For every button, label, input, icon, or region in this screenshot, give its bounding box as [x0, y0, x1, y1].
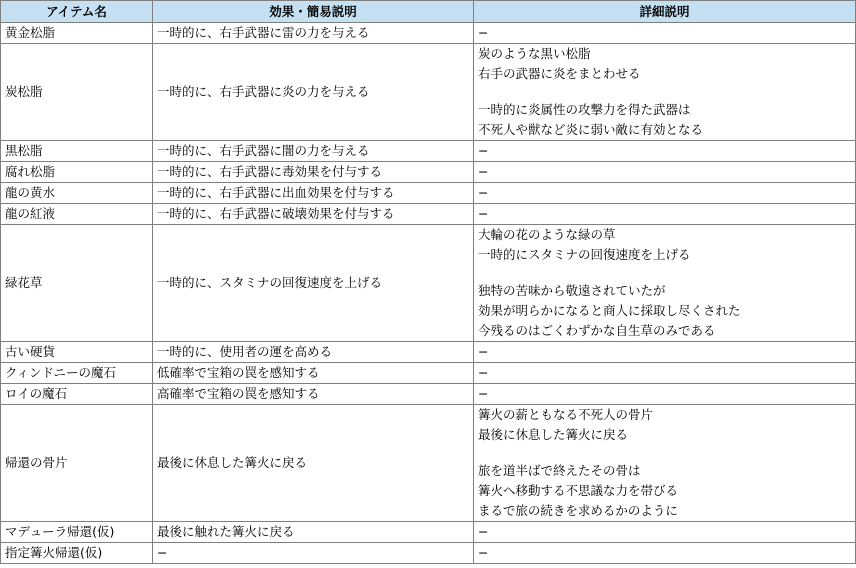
effect-cell: 一時的に、使用者の運を高める	[153, 342, 474, 363]
detail-cell: −	[474, 543, 856, 564]
table-row	[1, 342, 856, 363]
item-name-cell: クィンドニーの魔石	[1, 363, 153, 384]
effect-cell: 一時的に、右手武器に炎の力を与える	[153, 44, 474, 141]
detail-line: まるで旅の続きを求めるかのように	[478, 503, 678, 518]
item-name-cell: 黒松脂	[1, 141, 153, 162]
item-name-cell: 指定篝火帰還(仮)	[1, 543, 153, 564]
table-row	[1, 44, 856, 141]
detail-cell	[474, 405, 856, 522]
detail-line: 大輪の花のような緑の草	[478, 227, 616, 242]
detail-cell: −	[474, 384, 856, 405]
detail-cell: −	[474, 342, 856, 363]
item-name-cell: 龍の黄水	[1, 183, 153, 204]
table-row	[1, 204, 856, 225]
detail-line: 今残るのはごくわずかな自生草のみである	[478, 323, 716, 338]
table-row	[1, 225, 856, 342]
table-row	[1, 363, 856, 384]
detail-line: 旅を道半ばで終えたその骨は	[478, 463, 641, 478]
detail-cell	[474, 44, 856, 141]
detail-cell: −	[474, 204, 856, 225]
detail-line: 不死人や獣など炎に弱い敵に有効となる	[478, 122, 704, 137]
header-detail: 詳細説明	[474, 1, 856, 23]
detail-cell: −	[474, 363, 856, 384]
table-row	[1, 522, 856, 543]
effect-cell: 高確率で宝箱の罠を感知する	[153, 384, 474, 405]
detail-spacer	[478, 445, 855, 461]
detail-cell: −	[474, 522, 856, 543]
item-name-cell: ロイの魔石	[1, 384, 153, 405]
detail-cell: −	[474, 23, 856, 44]
effect-cell: 一時的に、右手武器に闇の力を与える	[153, 141, 474, 162]
item-name-cell: 腐れ松脂	[1, 162, 153, 183]
detail-spacer	[478, 84, 855, 100]
detail-line: 篝火へ移動する不思議な力を帯びる	[478, 483, 679, 498]
detail-cell: −	[474, 183, 856, 204]
table-row	[1, 405, 856, 522]
table-row	[1, 183, 856, 204]
item-name-cell: 緑花草	[1, 225, 153, 342]
detail-line: 一時的にスタミナの回復速度を上げる	[478, 247, 691, 262]
detail-line: 篝火の薪ともなる不死人の骨片	[478, 407, 654, 422]
effect-cell: −	[153, 543, 474, 564]
detail-line: 独特の苦味から敬遠されていたが	[478, 283, 666, 298]
effect-cell: 一時的に、右手武器に毒効果を付与する	[153, 162, 474, 183]
item-name-cell: 龍の紅液	[1, 204, 153, 225]
detail-line: 一時的に炎属性の攻撃力を得た武器は	[478, 102, 691, 117]
effect-cell: 低確率で宝箱の罠を感知する	[153, 363, 474, 384]
detail-line: 最後に休息した篝火に戻る	[478, 427, 629, 442]
header-effect: 効果・簡易説明	[153, 1, 474, 23]
item-name-cell: 帰還の骨片	[1, 405, 153, 522]
effect-cell: 一時的に、右手武器に破壊効果を付与する	[153, 204, 474, 225]
detail-spacer	[478, 265, 855, 281]
effect-cell: 一時的に、右手武器に雷の力を与える	[153, 23, 474, 44]
detail-line: 炭のような黒い松脂	[478, 46, 591, 61]
table-row	[1, 384, 856, 405]
detail-cell: −	[474, 141, 856, 162]
effect-cell: 最後に触れた篝火に戻る	[153, 522, 474, 543]
effect-cell: 一時的に、右手武器に出血効果を付与する	[153, 183, 474, 204]
header-item-name: アイテム名	[1, 1, 153, 23]
item-name-cell: 黄金松脂	[1, 23, 153, 44]
table-row	[1, 543, 856, 564]
table-row	[1, 23, 856, 44]
effect-cell: 一時的に、スタミナの回復速度を上げる	[153, 225, 474, 342]
detail-line: 右手の武器に炎をまとわせる	[478, 66, 641, 81]
item-name-cell: マデューラ帰還(仮)	[1, 522, 153, 543]
effect-cell: 最後に休息した篝火に戻る	[153, 405, 474, 522]
detail-cell	[474, 225, 856, 342]
item-name-cell: 炭松脂	[1, 44, 153, 141]
header-row	[1, 1, 856, 23]
detail-cell: −	[474, 162, 856, 183]
table-row	[1, 141, 856, 162]
table-row	[1, 162, 856, 183]
detail-line: 効果が明らかになると商人に採取し尽くされた	[478, 303, 741, 318]
item-name-cell: 古い硬貨	[1, 342, 153, 363]
